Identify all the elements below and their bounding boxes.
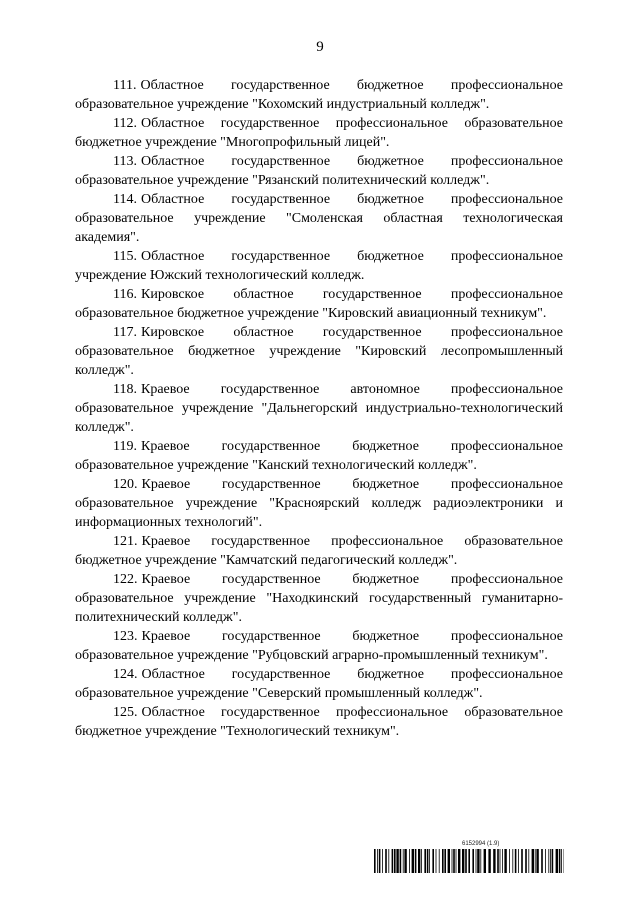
item-text: Областное государственное бюджетное профессиональное образовательное учреждение "Северский промышленный колледж". bbox=[75, 667, 563, 701]
item-number: 112. bbox=[113, 116, 137, 131]
item-number: 125. bbox=[113, 705, 138, 720]
item-number: 116. bbox=[113, 287, 137, 302]
item-text: Областное государственное бюджетное профессиональное образовательное учреждение "Кохомский индустриальный колледж". bbox=[75, 78, 563, 112]
list-item bbox=[75, 247, 563, 285]
item-text: Краевое государственное бюджетное профессиональное образовательное учреждение "Канский технологический колледж". bbox=[75, 439, 563, 473]
item-number: 123. bbox=[113, 629, 138, 644]
item-text: Областное государственное бюджетное профессиональное учреждение Южский технологический колледж. bbox=[75, 249, 563, 283]
item-number: 122. bbox=[113, 572, 138, 587]
item-number: 111. bbox=[113, 78, 137, 93]
list-item bbox=[75, 114, 563, 152]
item-text: Областное государственное бюджетное профессиональное образовательное учреждение "Смоленская областная технологическая академия". bbox=[75, 192, 563, 245]
list-item bbox=[75, 152, 563, 190]
list-item bbox=[75, 437, 563, 475]
item-number: 124. bbox=[113, 667, 138, 682]
item-text: Областное государственное бюджетное профессиональное образовательное учреждение "Рязанский политехнический колледж". bbox=[75, 154, 563, 188]
item-text: Краевое государственное автономное профессиональное образовательное учреждение "Дальнегорский индустриально-технологический колледж". bbox=[75, 382, 563, 435]
list-item bbox=[75, 380, 563, 437]
item-number: 121. bbox=[113, 534, 138, 549]
item-text: Краевое государственное профессиональное образовательное бюджетное учреждение "Камчатский педагогический колледж". bbox=[75, 534, 563, 568]
item-number: 120. bbox=[113, 477, 138, 492]
item-text: Областное государственное профессиональное образовательное бюджетное учреждение "Многопрофильный лицей". bbox=[75, 116, 563, 150]
item-text: Кировское областное государственное профессиональное образовательное бюджетное учреждение "Кировский лесопромышленный колледж". bbox=[75, 325, 563, 378]
list-item bbox=[75, 665, 563, 703]
item-number: 117. bbox=[113, 325, 137, 340]
item-text: Кировское областное государственное профессиональное образовательное бюджетное учреждение "Кировский авиационный техникум". bbox=[75, 287, 563, 321]
document-code: 6152994 (1.9) bbox=[462, 841, 500, 847]
item-number: 114. bbox=[113, 192, 137, 207]
page-number: 9 bbox=[316, 39, 324, 55]
list-item bbox=[75, 475, 563, 532]
item-text: Краевое государственное бюджетное профессиональное образовательное учреждение "Находкинский государственный гуманитарно-политехнический колледж". bbox=[75, 572, 563, 625]
list-item bbox=[75, 323, 563, 380]
item-number: 115. bbox=[113, 249, 137, 264]
barcode bbox=[374, 849, 564, 873]
list-item bbox=[75, 190, 563, 247]
list-item bbox=[75, 570, 563, 627]
list-item bbox=[75, 76, 563, 114]
list-item bbox=[75, 627, 563, 665]
list-item bbox=[75, 703, 563, 741]
institution-list bbox=[75, 76, 563, 741]
item-text: Краевое государственное бюджетное профессиональное образовательное учреждение "Красноярский колледж радиоэлектроники и информационных технологий". bbox=[75, 477, 563, 530]
item-number: 118. bbox=[113, 382, 137, 397]
item-number: 113. bbox=[113, 154, 137, 169]
list-item bbox=[75, 285, 563, 323]
list-item bbox=[75, 532, 563, 570]
item-number: 119. bbox=[113, 439, 137, 454]
item-text: Краевое государственное бюджетное профессиональное образовательное учреждение "Рубцовский аграрно-промышленный техникум". bbox=[75, 629, 563, 663]
item-text: Областное государственное профессиональное образовательное бюджетное учреждение "Технологический техникум". bbox=[75, 705, 563, 739]
